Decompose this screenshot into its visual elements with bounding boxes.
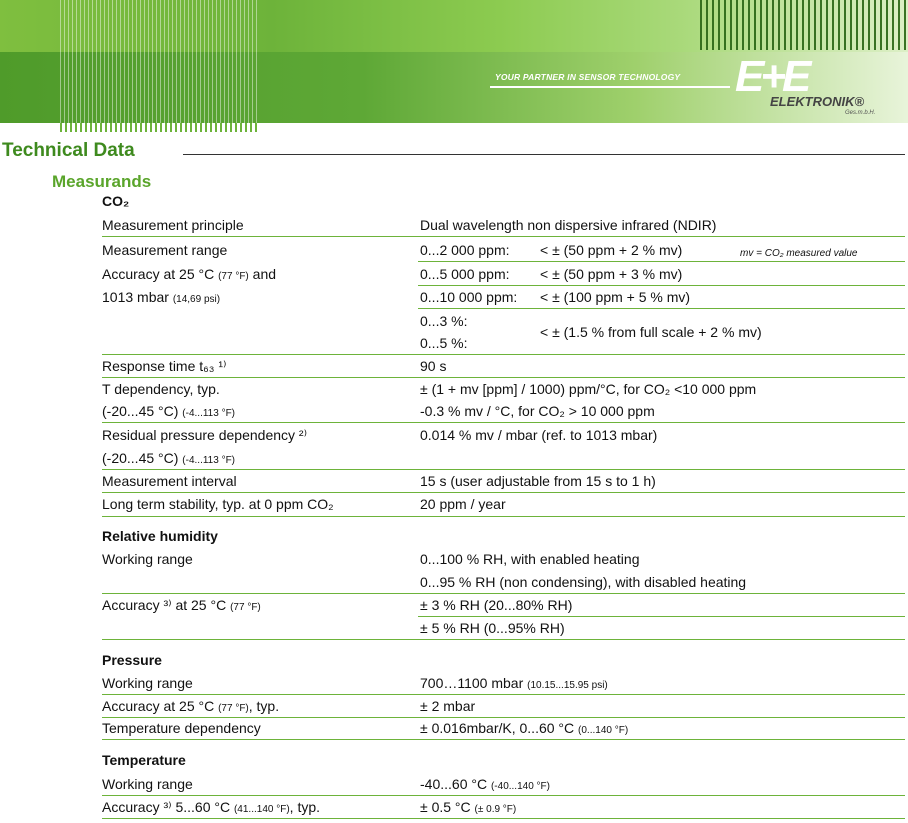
section-title: Measurands: [52, 172, 152, 191]
banner-under-stripes: [60, 123, 260, 132]
page-title: Technical Data: [2, 140, 135, 161]
logo-mark: E+E: [735, 52, 808, 101]
tagline-underline: [490, 86, 730, 88]
tagline: YOUR PARTNER IN SENSOR TECHNOLOGY: [495, 72, 681, 82]
company-logo: [735, 52, 905, 122]
banner-stripes: [60, 0, 260, 123]
header-banner: [0, 0, 908, 123]
logo-name: ELEKTRONIK®: [770, 94, 865, 109]
mv-note: mv = CO₂ measured value: [740, 248, 858, 259]
title-rule: [183, 154, 905, 155]
logo-sub: Ges.m.b.H.: [845, 110, 876, 116]
banner-barcode-stripes: [700, 0, 908, 50]
